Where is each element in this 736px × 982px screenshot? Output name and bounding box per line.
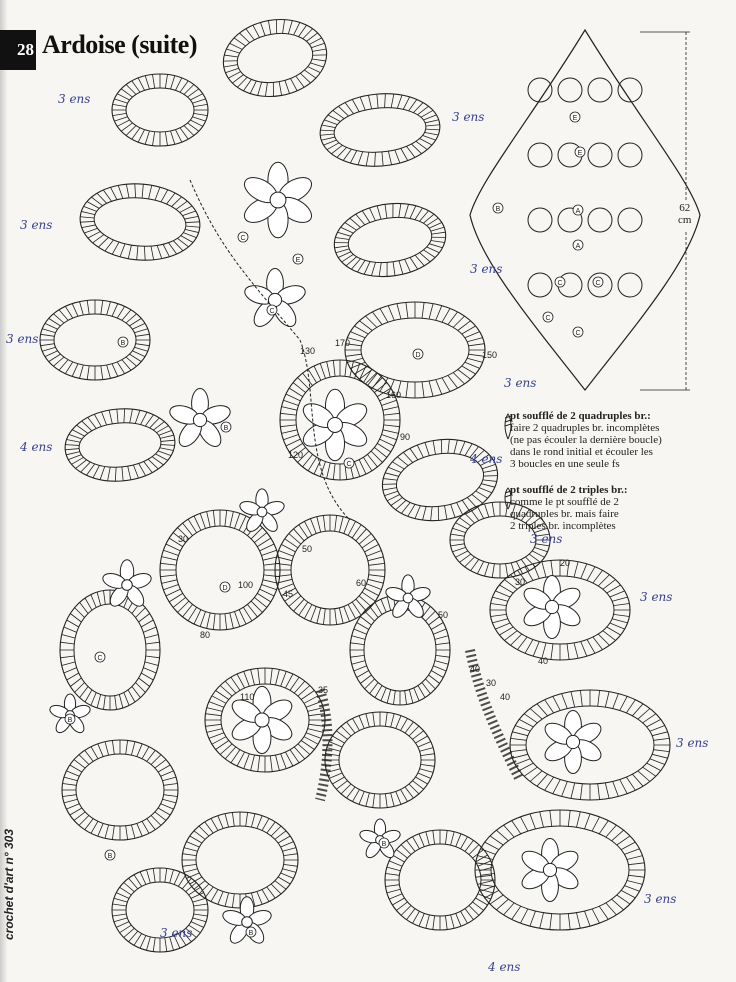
- schematic-loop: [558, 78, 582, 102]
- lace-loop: [77, 179, 203, 265]
- lace-loop: [385, 830, 495, 930]
- schematic-outline: [470, 30, 700, 390]
- motif-letter: D: [415, 352, 421, 359]
- schematic-loop: [588, 143, 612, 167]
- flower-motif: [228, 686, 295, 753]
- motif-letter: A: [575, 243, 581, 250]
- stitch-count-label: 150: [482, 350, 498, 360]
- handwritten-note: 4 ens: [488, 960, 521, 974]
- magazine-name: crochet d'art n° 303: [2, 828, 16, 940]
- handwritten-note: 3 ens: [470, 262, 503, 276]
- lace-loop: [325, 712, 435, 808]
- lace-loop: [275, 515, 385, 625]
- handwritten-note: 3 ens: [6, 332, 39, 346]
- legend-heading: pt soufflé de 2 quadruples br.:: [510, 410, 651, 422]
- flower-motif: [240, 162, 316, 238]
- stitch-count-label: 120: [288, 450, 304, 460]
- stitch-count-label: 40: [538, 656, 549, 666]
- handwritten-note: 3 ens: [676, 736, 709, 750]
- legend-line: quadruples br. mais faire: [510, 508, 619, 520]
- page-title: Ardoise (suite): [38, 30, 201, 60]
- lace-loop: [40, 300, 150, 380]
- lace-loop: [317, 89, 443, 171]
- schematic-loop: [528, 78, 552, 102]
- schematic-loop: [588, 78, 612, 102]
- motif-letter: C: [346, 461, 352, 468]
- handwritten-note: 3 ens: [640, 590, 673, 604]
- flower-motif: [542, 711, 605, 774]
- page-number: 28: [0, 30, 36, 70]
- motif-letter: C: [557, 280, 563, 287]
- legend-puff-triple: [510, 484, 730, 532]
- lace-loop: [182, 812, 298, 908]
- stitch-count-label: 30: [486, 678, 497, 688]
- stitch-count-label: 40: [500, 692, 511, 702]
- stitch-count-label: 40: [470, 664, 481, 674]
- flower-motif: [242, 269, 307, 331]
- motif-letter: A: [575, 208, 581, 215]
- motif-letter: B: [107, 853, 113, 860]
- flower-motif: [521, 576, 584, 639]
- handwritten-note: 3 ens: [20, 218, 53, 232]
- stitch-count-label: 20: [560, 558, 571, 568]
- stitch-count-label: 170: [335, 338, 351, 348]
- motif-letter: B: [67, 717, 73, 724]
- legend-line: 2 triples br. incomplètes: [510, 520, 616, 532]
- flower-motif: [519, 839, 582, 902]
- schematic-loop: [618, 143, 642, 167]
- motif-letter: C: [97, 655, 103, 662]
- legend-line: 3 boucles en une seule fs: [510, 458, 620, 470]
- legend-line: dans le rond initial et écouler les: [510, 446, 653, 458]
- lace-loop: [60, 590, 160, 710]
- motif-letter: C: [269, 308, 275, 315]
- motif-letter: C: [240, 235, 246, 242]
- stitch-count-label: 50: [438, 610, 449, 620]
- stitch-count-label: 90: [400, 432, 411, 442]
- stitch-count-label: 130: [300, 346, 316, 356]
- schematic-loop: [618, 78, 642, 102]
- flower-motif: [299, 389, 370, 460]
- stitch-count-label: 35: [318, 685, 329, 695]
- handwritten-note: 3 ens: [58, 92, 91, 106]
- legend-line: (ne pas écouler la dernière boucle): [510, 434, 662, 446]
- schematic-loop: [528, 208, 552, 232]
- handwritten-note: 4 ens: [20, 440, 53, 454]
- stitch-count-label: 100: [238, 580, 254, 590]
- schematic-loop: [618, 208, 642, 232]
- motif-letter: B: [223, 425, 229, 432]
- stitch-count-label: 110: [240, 692, 255, 702]
- flower-motif: [221, 897, 273, 947]
- stitch-count-label: 160: [386, 390, 402, 400]
- stitch-count-label: 30: [178, 534, 189, 544]
- motif-letter: B: [381, 841, 387, 848]
- stitch-count-label: 50: [302, 544, 313, 554]
- chain-stitch: [320, 690, 328, 800]
- schematic-loop: [588, 208, 612, 232]
- schematic-loop: [528, 273, 552, 297]
- stitch-count-label: 80: [200, 630, 211, 640]
- handwritten-note: 3 ens: [644, 892, 677, 906]
- lace-loop: [112, 74, 208, 146]
- flower-motif: [167, 389, 232, 451]
- motif-letter: E: [572, 115, 578, 122]
- motif-letter: D: [222, 585, 228, 592]
- motif-letter: C: [575, 330, 581, 337]
- legend-line: faire 2 quadruples br. incomplètes: [510, 422, 660, 434]
- flower-motif: [101, 560, 153, 610]
- motif-letter: B: [495, 206, 501, 213]
- legend-heading: pt soufflé de 2 triples br.:: [510, 484, 628, 496]
- lace-loop: [217, 12, 333, 105]
- motif-letter: E: [577, 150, 583, 157]
- motif-letter: B: [120, 340, 126, 347]
- stitch-count-label: 45: [283, 589, 294, 599]
- schematic-loop: [528, 143, 552, 167]
- handwritten-note: 3 ens: [504, 376, 537, 390]
- handwritten-note: 3 ens: [160, 926, 193, 940]
- lace-loop: [62, 740, 178, 840]
- handwritten-note: 3 ens: [452, 110, 485, 124]
- dimension-value: 62: [679, 202, 691, 214]
- lace-loop: [376, 431, 504, 530]
- stitch-count-label: 60: [356, 578, 367, 588]
- schematic-loop: [618, 273, 642, 297]
- motif-letter: C: [545, 315, 551, 322]
- handwritten-note: 3 ens: [530, 532, 563, 546]
- motif-letter: B: [248, 930, 254, 937]
- motif-letter: E: [295, 257, 301, 264]
- handwritten-note: 4 ens: [470, 452, 503, 466]
- legend-puff-quadruple: [510, 410, 730, 470]
- lace-loop: [330, 197, 451, 284]
- stitch-count-label: 30: [515, 577, 526, 587]
- lace-loop: [160, 510, 280, 630]
- dimension-unit: cm: [678, 214, 692, 226]
- motif-letter: C: [595, 280, 601, 287]
- dimension-label: [678, 202, 691, 226]
- lace-loop: [62, 404, 178, 485]
- legend-line: comme le pt soufflé de 2: [510, 496, 619, 508]
